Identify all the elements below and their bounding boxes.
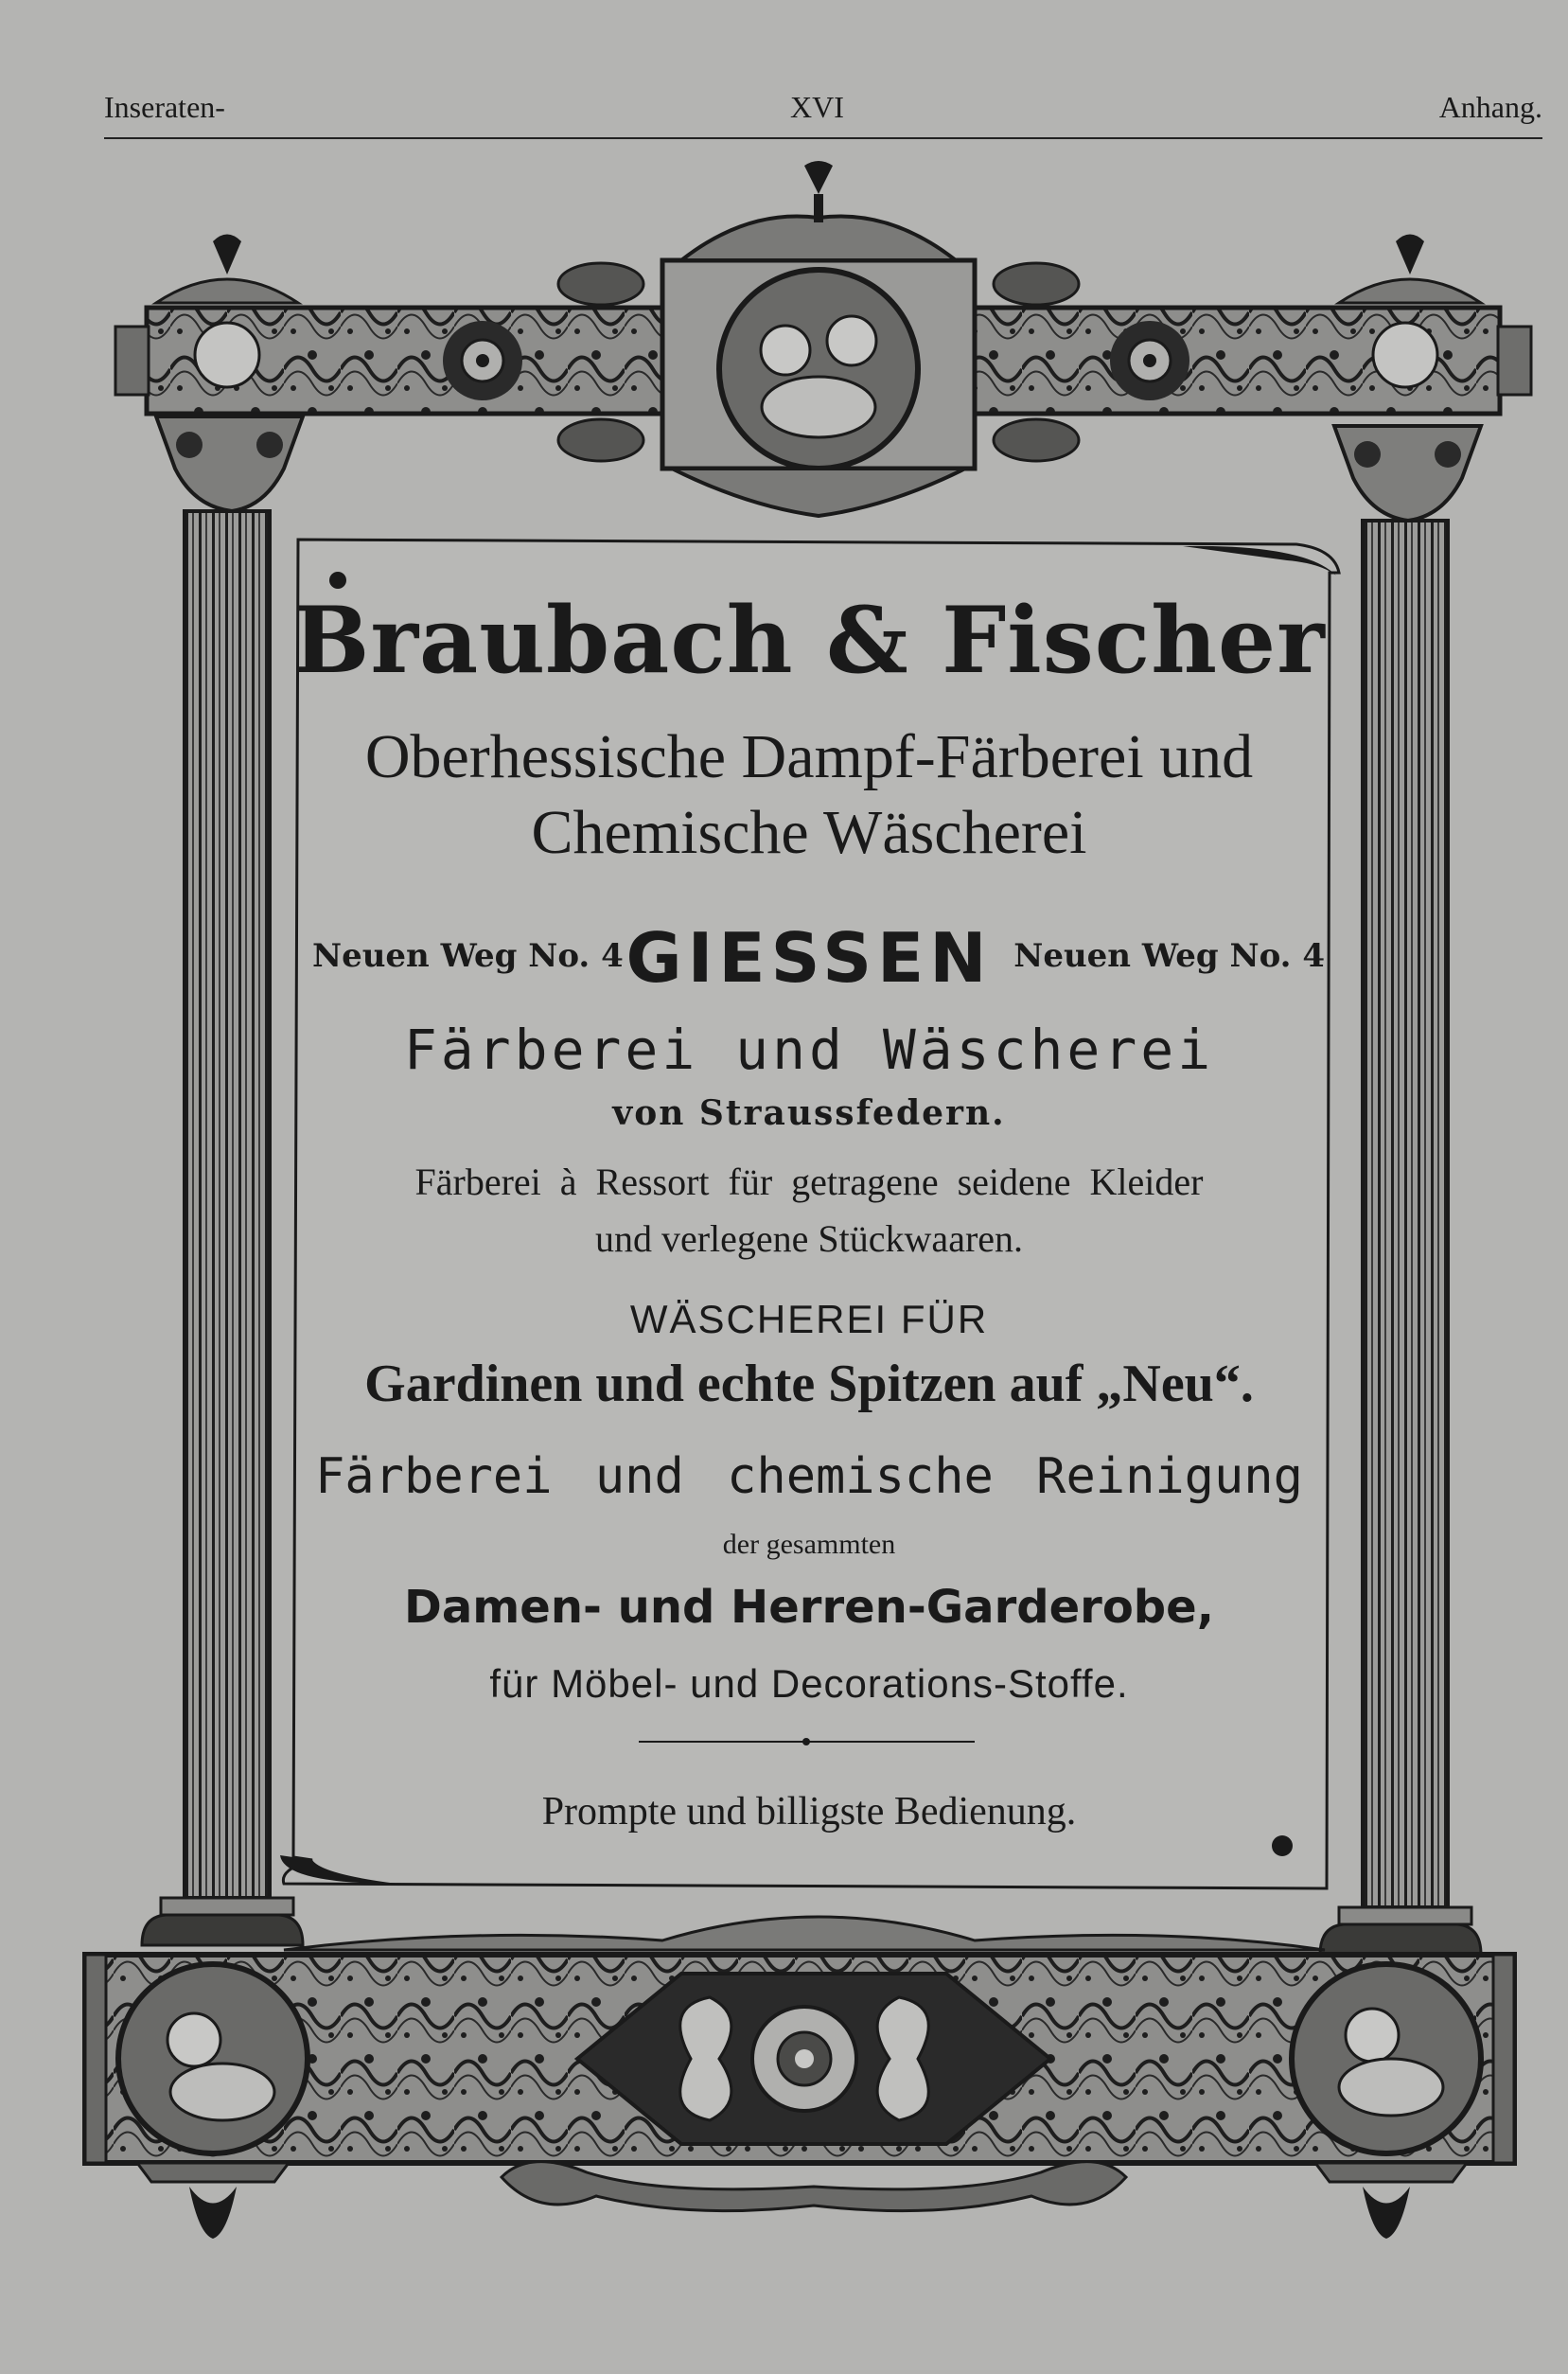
address-row [284, 918, 1334, 998]
service-ostrich-sub: von Straussfedern. [612, 1093, 1006, 1133]
rosette-icon [752, 2007, 856, 2111]
page-number: XVI [790, 90, 844, 124]
moebel-line: für Möbel- und Decorations-Stoffe. [489, 1661, 1129, 1706]
header-right: Anhang. [1438, 90, 1542, 124]
top-entablature [115, 161, 1531, 516]
rosette-icon [1110, 321, 1189, 400]
gesammten-line: der gesammten [722, 1529, 896, 1560]
gardinen-line: Gardinen und echte Spitzen auf „Neu“. [364, 1355, 1254, 1413]
brand-name: Braubach & Fischer [292, 587, 1326, 694]
address-left: Neuen Weg No. 4 [312, 937, 624, 975]
cherub-face-icon [195, 323, 259, 387]
ressort-line-2: und verlegene Stückwaaren. [594, 1217, 1024, 1260]
address-right: Neuen Weg No. 4 [1013, 937, 1325, 975]
rosette-icon [443, 321, 522, 400]
waescherei-heading: WÄSCHEREI FÜR [629, 1297, 989, 1341]
left-column [142, 416, 303, 1945]
garderobe-line: Damen- und Herren-Garderobe, [404, 1581, 1214, 1634]
reinigung-line: Färberei und chemische Reinigung [315, 1448, 1303, 1505]
ressort-line-1: Färberei à Ressort für getragene seidene Kleider [414, 1160, 1204, 1203]
divider-rule [639, 1737, 975, 1746]
subtitle-line-1: Oberhessische Dampf-Färberei und [364, 722, 1254, 791]
advertisement-panel [284, 540, 1334, 1884]
palmette-icon [804, 161, 833, 194]
subtitle-line-2: Chemische Wäscherei [531, 798, 1087, 867]
scroll-icon [502, 2162, 1126, 2211]
service-promise: Prompte und billigste Bedienung. [541, 1790, 1077, 1834]
header-left: Inseraten- [104, 90, 225, 124]
city-name: GIESSEN [625, 918, 993, 998]
cherub-face-icon [1373, 323, 1437, 387]
right-column [1320, 426, 1481, 1955]
bottom-frieze [85, 1917, 1514, 2239]
service-ostrich: Färberei und Wäscherei [403, 1018, 1215, 1082]
